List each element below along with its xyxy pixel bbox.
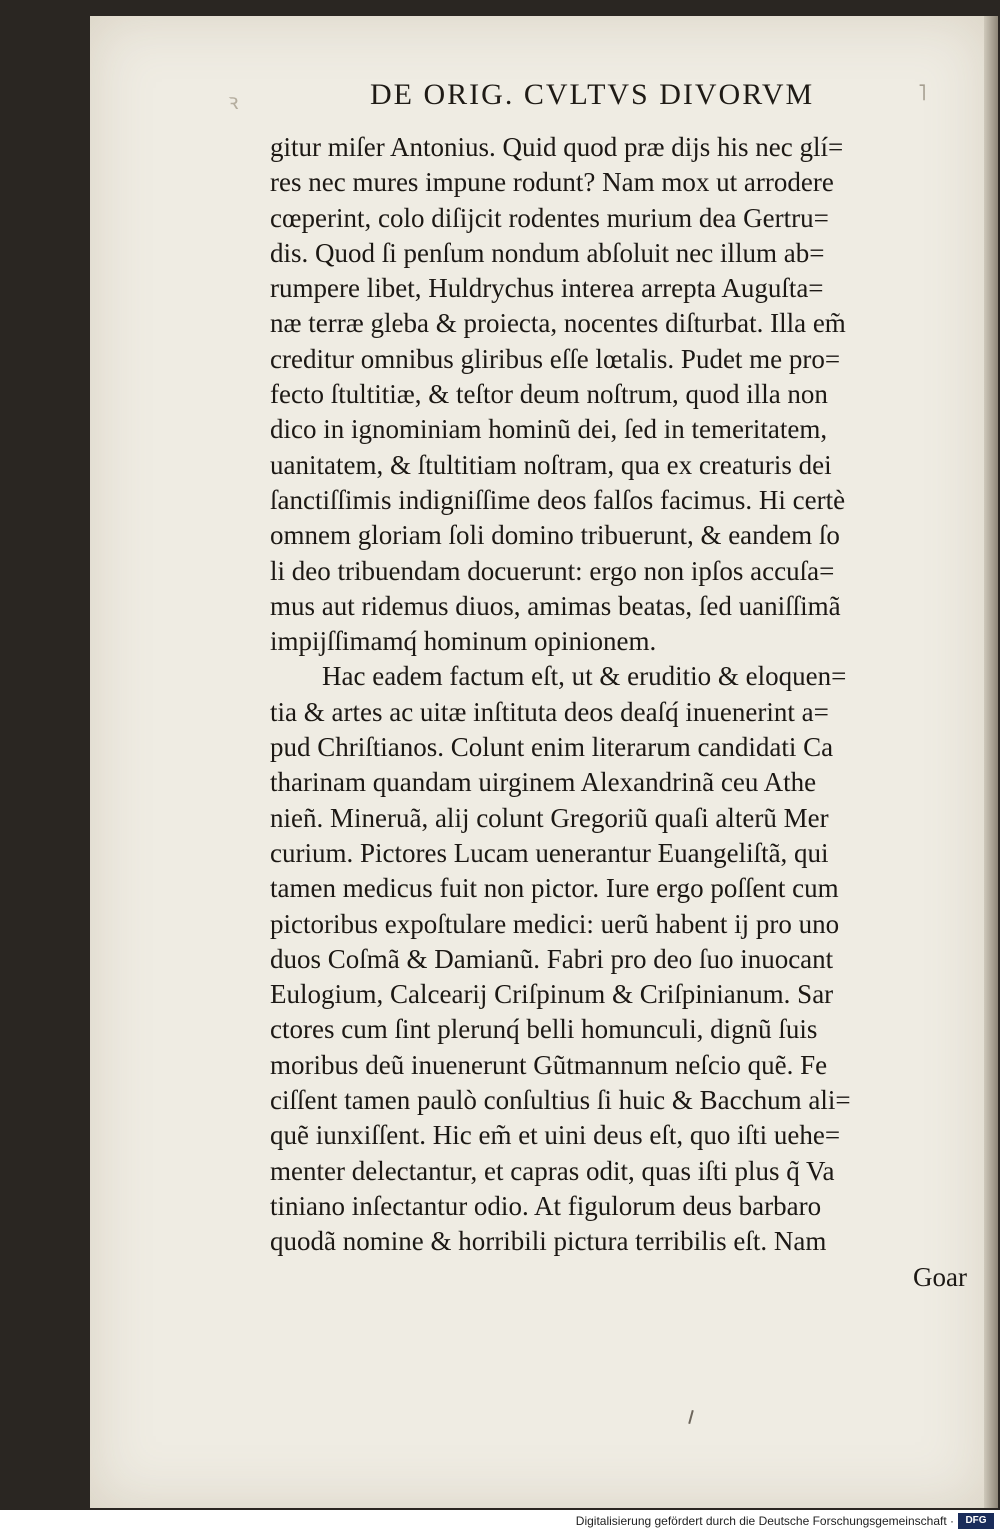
text-line: moribus deũ inuenerunt Gũtmannum neſcio quẽ. Fe [270,1049,828,1080]
text-line: nieñ. Mineruã, alij colunt Gregoriũ quaſi alterũ Mer [270,802,829,833]
text-line: tia & artes ac uitæ inſtituta deos deaſq́ inuenerint a= [270,696,829,727]
paragraph-start-line: Hac eadem factum eſt, ut & eruditio & eloquen= [322,661,847,692]
catchword: Goar [913,1261,967,1292]
text-line: rumpere libet, Huldrychus interea arrepta Auguſta= [270,273,824,304]
text-block [270,130,975,1295]
text-line: omnem gloriam ſoli domino tribuerunt, & eandem ſo [270,520,840,551]
page-edge [984,16,998,1508]
bleed-through-mark: ꝛ [228,89,239,114]
text-line: dico in ignominiam hominũ dei, ſed in temeritatem, [270,414,828,445]
text-line: tharinam quandam uirginem Alexandrinã ceu Athe [270,767,817,798]
text-line: uanitatem, & ſtultitiam noſtram, qua ex creaturis dei [270,449,832,480]
text-line: impijſſimamq́ hominum opinionem. [270,626,657,657]
text-line: fecto ſtultitiæ, & teſtor deum noſtrum, quod illa non [270,379,828,410]
text-line: res nec mures impune rodunt? Nam mox ut arrodere [270,167,834,198]
text-line: quẽ iunxiſſent. Hic em̃ et uini deus eſt, quo iſti uehe= [270,1120,841,1151]
text-line: pictoribus expoſtulare medici: uerũ habent ij pro uno [270,908,840,939]
text-line: tiniano inſectantur odio. At figulorum deus barbaro [270,1190,822,1221]
text-line: mus aut ridemus diuos, amimas beatas, ſed uaniſſimã [270,590,841,621]
text-line: tamen medicus fuit non pictor. Iure ergo poſſent cum [270,873,839,904]
text-line: ſanctiſſimis indigniſſime deos falſos facimus. Hi certè [270,484,846,515]
text-line: li deo tribuendam docuerunt: ergo non ipſos accuſa= [270,555,835,586]
text-line: curium. Pictores Lucam uenerantur Euangeliſtã, qui [270,837,829,868]
footer-bar [0,1510,1000,1532]
text-line: gitur miſer Antonius. Quid quod præ dijs his nec glí= [270,132,844,162]
running-head: DE ORIG. CVLTVS DIVORVM [370,78,815,111]
text-line: pud Chriſtianos. Colunt enim literarum candidati Ca [270,732,834,763]
text-line: quodã nomine & horribili pictura terribilis eſt. Nam [270,1226,827,1257]
text-line: cœperint, colo diſijcit rodentes murium dea Gertru= [270,202,829,233]
text-line: ciſſent tamen paulò conſultius ſi huic & Bacchum ali= [270,1085,851,1116]
text-line: duos Coſmã & Damianũ. Fabri pro deo ſuo inuocant [270,943,834,974]
dfg-logo: DFG [958,1513,994,1529]
text-line: Eulogium, Calcearij Criſpinum & Criſpinianum. Sar [270,979,834,1010]
bleed-through-mark: ˥ [918,80,927,105]
footer-credit: Digitalisierung gefördert durch die Deutsche Forschungsgemeinschaft · [575,1514,954,1528]
text-line: ctores cum ſint plerunq́ belli homunculi, dignũ ſuis [270,1014,818,1045]
text-line: creditur omnibus gliribus eſſe lœtalis. Pudet me pro= [270,343,841,374]
text-line: menter delectantur, et capras odit, quas iſti plus q̃ Va [270,1155,835,1186]
text-line: dis. Quod ſi penſum nondum abſoluit nec illum ab= [270,237,825,268]
text-line: næ terræ gleba & proiecta, nocentes diſturbat. Illa em̃ [270,308,846,339]
